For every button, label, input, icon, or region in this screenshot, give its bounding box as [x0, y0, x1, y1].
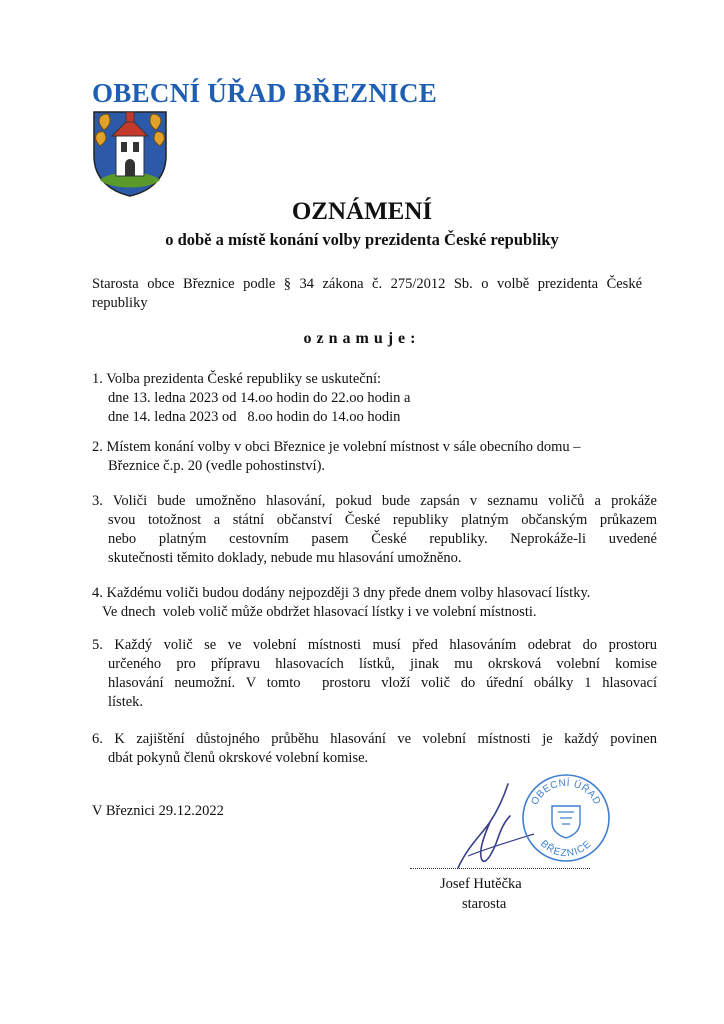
list-item	[92, 492, 657, 568]
item-line: 1. Volba prezidenta České republiky se uskuteční:	[92, 371, 381, 387]
item-line: Ve dnech voleb volič může obdržet hlasovací lístky i ve volební místnosti.	[102, 604, 537, 620]
item-line: 4. Každému voliči budou dodány nejpozději 3 dny předе dnem volby hlasovací lístky.	[92, 585, 591, 601]
svg-text:OBECNÍ ÚŘAD	[529, 776, 602, 807]
signature-dotted-line	[410, 868, 590, 869]
place-and-date: V Březnici 29.12.2022	[92, 803, 224, 819]
signer-name: Josef Hutěčka	[440, 876, 522, 892]
item-line: dne 13. ledna 2023 od 14.oo hodin do 22.oo hodin a	[108, 390, 411, 406]
item-line: svou totožnost a státní občanství České republiky platným občanským průkazem	[108, 512, 657, 528]
list-item	[92, 438, 657, 476]
item-line: 2. Místem konání volby v obci Březnice je volební místnost v sále obecního domu –	[92, 439, 581, 455]
list-item	[92, 370, 657, 427]
item-line: dbát pokynů členů okrskové volební komise.	[108, 750, 369, 766]
intro-line: republiky	[92, 295, 148, 311]
item-line: 5. Každý volič se ve volební místnosti musí před hlasováním odebrat do prostoru	[92, 637, 657, 653]
item-line: nebo platným cestovním pasem České republiky. Neprokáže-li uvedené	[108, 531, 657, 547]
intro-paragraph	[92, 275, 642, 313]
item-line: dne 14. ledna 2023 od 8.oo hodin do 14.oo hodin	[108, 409, 401, 425]
list-item	[92, 636, 657, 712]
signer-role: starosta	[462, 896, 507, 912]
item-line: Březnice č.p. 20 (vedle pohostinství).	[108, 458, 326, 474]
coat-of-arms-icon	[90, 108, 170, 198]
document-heading: OZNÁMENÍ	[291, 198, 433, 225]
item-line: 3. Voliči bude umožněno hlasování, pokud bude zapsán v seznamu voličů a prokáže	[92, 493, 657, 509]
list-item	[92, 730, 657, 768]
stamp-bottom-text: BŘEZNICE	[537, 838, 595, 860]
item-line: 6. K zajištění důstojného průběhu hlasování ve volební místnosti je každý povinen	[92, 731, 657, 747]
item-line: určeného pro přípravu hlasovacích lístků, jinak mu okrsková volební komise	[108, 656, 657, 672]
office-title: OBECNÍ ÚŘAD BŘEZNICE	[92, 78, 438, 108]
item-line: hlasování neumožní. V tomto prostoru vloží volič do úřední obálky 1 hlasovací	[108, 675, 657, 691]
item-line: skutečnosti těmito doklady, nebude mu hlasování umožněno.	[108, 550, 462, 566]
announce-word: oznamuje:	[303, 330, 421, 347]
intro-line: Starosta obce Březnice podle § 34 zákona č. 275/2012 Sb. o volbě prezidenta České	[92, 276, 642, 292]
document-subheading: o době a místě konání volby prezidenta České republiky	[165, 230, 559, 249]
stamp-top-text: OBECNÍ ÚŘAD	[529, 777, 603, 808]
official-stamp-icon	[520, 772, 612, 864]
list-item	[92, 584, 657, 622]
item-line: lístek.	[108, 694, 144, 710]
